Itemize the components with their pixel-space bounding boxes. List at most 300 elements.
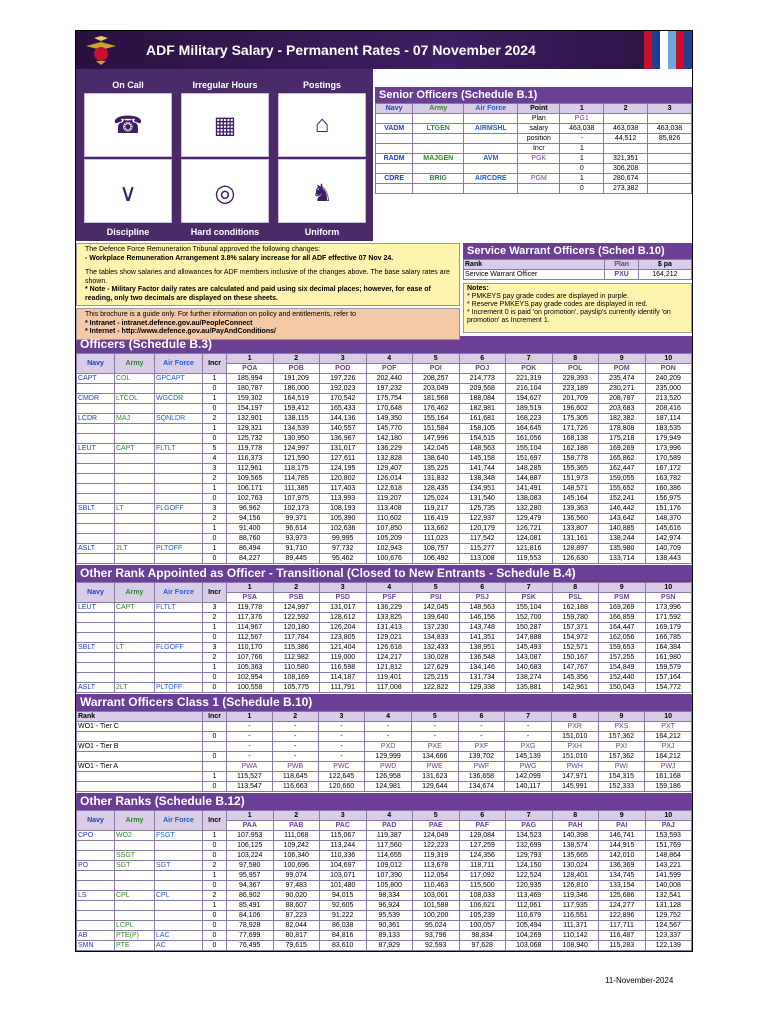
- table-cell: PWI: [598, 762, 645, 772]
- table-cell: 111,371: [552, 921, 599, 931]
- table-cell: 1: [203, 394, 227, 404]
- table-row: [77, 841, 692, 851]
- table-cell: 306,208: [604, 164, 648, 174]
- table-cell: 180,787: [227, 384, 274, 394]
- table-cell: 150,167: [552, 653, 599, 663]
- calendar-icon: ▦: [213, 112, 237, 139]
- adf-crest-icon: [84, 34, 118, 66]
- table-cell: 106,340: [273, 851, 320, 861]
- table-cell: 121,404: [320, 643, 367, 653]
- table-cell: MAJGEN: [413, 154, 464, 164]
- table-cell: 1: [203, 871, 227, 881]
- table-cell: 145,616: [645, 524, 692, 534]
- table-cell: [648, 184, 692, 194]
- table-cell: 273,382: [604, 184, 648, 194]
- table-cell: 109,242: [273, 841, 320, 851]
- table-cell: 140,557: [320, 424, 367, 434]
- table-cell: [115, 633, 155, 643]
- table-cell: 175,218: [599, 434, 646, 444]
- table-cell: 135,881: [506, 683, 553, 693]
- table-cell: 124,277: [599, 901, 646, 911]
- table-cell: 145,356: [552, 673, 599, 683]
- table-cell: ASLT: [77, 683, 115, 693]
- table-cell: [155, 434, 203, 444]
- table-cell: PWE: [411, 762, 458, 772]
- table-cell: 115,500: [459, 881, 506, 891]
- table-cell: 321,351: [604, 154, 648, 164]
- table-cell: [155, 921, 203, 931]
- pay-grade-code: POM: [599, 364, 646, 374]
- table-cell: 122,896: [599, 911, 646, 921]
- table-cell: 76,495: [227, 941, 274, 951]
- table-row: [77, 653, 692, 663]
- table-row: [376, 124, 692, 134]
- column-header: 4: [365, 712, 412, 722]
- table-row: [77, 831, 692, 841]
- table-cell: RADM: [376, 154, 413, 164]
- table-cell: -: [227, 752, 273, 762]
- tile-irregular-hours: Irregular Hours: [192, 80, 258, 90]
- table-cell: 197,232: [366, 384, 413, 394]
- table-cell: 115,527: [227, 772, 273, 782]
- table-row: [77, 514, 692, 524]
- table-cell: COL: [115, 374, 155, 384]
- table-cell: 1: [203, 831, 227, 841]
- column-header: 5: [413, 354, 460, 364]
- table-cell: 93,796: [413, 931, 460, 941]
- table-cell: 0: [203, 534, 227, 544]
- table-cell: [155, 881, 203, 891]
- table-cell: 159,186: [645, 782, 692, 792]
- table-cell: 115,386: [273, 643, 320, 653]
- table-row: [77, 414, 692, 424]
- table-cell: 124,217: [366, 653, 413, 663]
- table-cell: 144,915: [599, 841, 646, 851]
- table-cell: 1: [203, 484, 227, 494]
- table-cell: 105,363: [227, 663, 274, 673]
- table-cell: 141,599: [645, 871, 692, 881]
- table-cell: 0: [203, 941, 227, 951]
- table-cell: 201,709: [552, 394, 599, 404]
- table-cell: [155, 384, 203, 394]
- table-cell: 1: [560, 174, 604, 184]
- table-cell: 140,398: [552, 831, 599, 841]
- table-cell: 196,602: [552, 404, 599, 414]
- pay-grade-code: PON: [645, 364, 692, 374]
- table-cell: 100,676: [366, 554, 413, 564]
- table-cell: CAPT: [115, 603, 155, 613]
- pay-grade-code: POK: [506, 364, 553, 374]
- table-cell: WO1 - Tier C: [77, 722, 203, 732]
- table-row: [77, 811, 692, 821]
- column-header: 7: [505, 712, 552, 722]
- table-cell: 1: [203, 424, 227, 434]
- other-ranks-title: Other Ranks (Schedule B.12): [76, 793, 692, 810]
- table-cell: 151,010: [551, 752, 598, 762]
- table-cell: 143,748: [459, 623, 506, 633]
- table-cell: PWD: [365, 762, 412, 772]
- column-header: 2: [273, 811, 320, 821]
- table-cell: [155, 653, 203, 663]
- table-cell: 152,333: [598, 782, 645, 792]
- table-cell: 128,897: [552, 544, 599, 554]
- table-cell: 136,967: [320, 434, 367, 444]
- table-cell: [77, 901, 115, 911]
- column-header: 4: [366, 583, 413, 593]
- table-cell: LS: [77, 891, 115, 901]
- table-cell: 0: [203, 494, 227, 504]
- table-cell: 1: [203, 663, 227, 673]
- table-cell: 126,014: [366, 474, 413, 484]
- table-cell: [155, 673, 203, 683]
- pay-grade-code: POF: [366, 364, 413, 374]
- table-cell: 117,711: [599, 921, 646, 931]
- table-cell: [203, 742, 227, 752]
- table-cell: 154,772: [645, 683, 692, 693]
- tile-hard-conditions: Hard conditions: [190, 227, 260, 237]
- transitional-table: [76, 582, 692, 693]
- table-cell: AIRMSHL: [464, 124, 518, 134]
- pay-grade-code: PAC: [320, 821, 367, 831]
- table-cell: 105,800: [366, 881, 413, 891]
- footer-date: 11-November-2024: [605, 976, 674, 985]
- boots-icon: ♞: [311, 180, 333, 207]
- table-cell: [155, 623, 203, 633]
- table-cell: 147,971: [551, 772, 598, 782]
- table-cell: [115, 663, 155, 673]
- table-cell: [115, 484, 155, 494]
- table-cell: WGCDR: [155, 394, 203, 404]
- table-cell: 202,440: [366, 374, 413, 384]
- table-cell: 102,636: [320, 524, 367, 534]
- column-header: Army: [115, 354, 155, 374]
- table-cell: LCDR: [77, 414, 115, 424]
- table-cell: 110,142: [552, 931, 599, 941]
- table-cell: 122,645: [318, 772, 365, 782]
- table-cell: 111,023: [413, 534, 460, 544]
- table-cell: [413, 114, 464, 124]
- table-cell: 102,954: [227, 673, 274, 683]
- table-cell: SSGT: [115, 851, 155, 861]
- table-cell: 0: [203, 911, 227, 921]
- table-cell: 155,164: [413, 414, 460, 424]
- table-row: [77, 941, 692, 951]
- table-cell: 44,512: [604, 134, 648, 144]
- column-header: Point: [518, 104, 560, 114]
- table-cell: CAPT: [77, 374, 115, 384]
- table-cell: 127,629: [413, 663, 460, 673]
- table-cell: PXF: [458, 742, 505, 752]
- table-cell: 2: [203, 613, 227, 623]
- table-cell: 126,204: [320, 623, 367, 633]
- table-cell: 153,593: [645, 831, 692, 841]
- table-cell: 129,338: [459, 683, 506, 693]
- table-cell: -: [272, 722, 318, 732]
- table-cell: FSGT: [155, 831, 203, 841]
- table-cell: 0: [560, 184, 604, 194]
- table-cell: [464, 184, 518, 194]
- table-cell: 108,033: [459, 891, 506, 901]
- table-cell: 129,407: [366, 464, 413, 474]
- table-cell: 111,791: [320, 683, 367, 693]
- table-cell: [155, 851, 203, 861]
- table-cell: 146,442: [599, 504, 646, 514]
- table-cell: 126,630: [552, 554, 599, 564]
- table-cell: LTCOL: [115, 394, 155, 404]
- column-header: 5: [413, 811, 460, 821]
- senior-officers: [375, 69, 692, 241]
- table-cell: [77, 434, 115, 444]
- table-cell: 132,280: [506, 504, 553, 514]
- table-cell: LT: [115, 504, 155, 514]
- table-cell: PGM: [518, 174, 560, 184]
- column-header: Air Force: [155, 583, 203, 603]
- table-cell: [77, 404, 115, 414]
- table-cell: 179,949: [645, 434, 692, 444]
- table-row: [77, 871, 692, 881]
- table-cell: 131,161: [552, 534, 599, 544]
- column-header: Army: [413, 104, 464, 114]
- table-cell: 162,188: [552, 444, 599, 454]
- table-cell: 110,602: [366, 514, 413, 524]
- table-cell: AC: [155, 941, 203, 951]
- table-cell: 155,104: [506, 603, 553, 613]
- table-cell: 128,435: [413, 484, 460, 494]
- table-cell: 99,371: [273, 514, 320, 524]
- table-cell: 110,463: [413, 881, 460, 891]
- table-cell: [77, 752, 203, 762]
- table-cell: 89,133: [366, 931, 413, 941]
- table-cell: [518, 164, 560, 174]
- table-cell: [77, 424, 115, 434]
- table-cell: 85,491: [227, 901, 274, 911]
- table-cell: 100,057: [459, 921, 506, 931]
- table-cell: 136,560: [552, 514, 599, 524]
- table-cell: 280,674: [604, 174, 648, 184]
- pay-grade-code: PAD: [366, 821, 413, 831]
- table-cell: 107,390: [366, 871, 413, 881]
- table-cell: 97,483: [273, 881, 320, 891]
- table-cell: 117,784: [273, 633, 320, 643]
- table-cell: 169,269: [599, 444, 646, 454]
- table-cell: [77, 732, 203, 742]
- table-cell: -: [227, 742, 273, 752]
- table-cell: PWC: [318, 762, 365, 772]
- table-cell: [77, 851, 115, 861]
- table-cell: 137,230: [413, 623, 460, 633]
- table-cell: [413, 164, 464, 174]
- table-cell: 1: [203, 772, 227, 782]
- table-cell: -: [272, 752, 318, 762]
- table-cell: [648, 164, 692, 174]
- table-cell: 151,176: [645, 504, 692, 514]
- table-cell: 105,775: [273, 683, 320, 693]
- table-cell: 159,653: [599, 643, 646, 653]
- table-cell: 145,493: [506, 643, 553, 653]
- table-cell: LTGEN: [413, 124, 464, 134]
- table-cell: [518, 184, 560, 194]
- table-cell: 98,834: [459, 931, 506, 941]
- table-cell: 142,045: [413, 603, 460, 613]
- pay-grade-code: POD: [320, 364, 367, 374]
- table-cell: FLTLT: [155, 603, 203, 613]
- column-header: 1: [227, 811, 274, 821]
- table-cell: 213,520: [645, 394, 692, 404]
- table-cell: 131,540: [459, 494, 506, 504]
- table-cell: 95,462: [320, 554, 367, 564]
- tile-uniform: Uniform: [304, 227, 340, 237]
- table-row: [77, 722, 692, 732]
- column-header: 6: [458, 712, 505, 722]
- table-cell: SQNLDR: [155, 414, 203, 424]
- table-cell: PXS: [598, 722, 645, 732]
- table-row: [77, 394, 692, 404]
- table-cell: [77, 494, 115, 504]
- table-cell: 103,071: [320, 871, 367, 881]
- table-cell: 133,825: [366, 613, 413, 623]
- table-cell: [115, 384, 155, 394]
- table-cell: 115,067: [320, 831, 367, 841]
- table-cell: [376, 184, 413, 194]
- other-ranks-table: [76, 810, 692, 951]
- table-cell: 189,519: [506, 404, 553, 414]
- table-cell: 140,683: [506, 663, 553, 673]
- table-row: [77, 901, 692, 911]
- table-cell: 132,901: [227, 414, 274, 424]
- column-header: 10: [645, 354, 692, 364]
- table-cell: AB: [77, 931, 115, 941]
- table-cell: 124,049: [413, 831, 460, 841]
- table-cell: 175,305: [552, 414, 599, 424]
- table-cell: 120,180: [273, 623, 320, 633]
- table-row: [376, 154, 692, 164]
- table-cell: 2: [203, 414, 227, 424]
- table-cell: [77, 782, 203, 792]
- table-cell: 124,356: [459, 851, 506, 861]
- table-cell: 2: [203, 514, 227, 524]
- table-cell: 163,782: [645, 474, 692, 484]
- table-cell: 120,935: [506, 881, 553, 891]
- table-row: [77, 554, 692, 564]
- table-cell: 140,117: [505, 782, 552, 792]
- table-cell: [115, 653, 155, 663]
- table-cell: -: [227, 732, 273, 742]
- table-cell: 148,285: [506, 464, 553, 474]
- table-cell: PXJ: [645, 742, 692, 752]
- table-cell: 109,565: [227, 474, 274, 484]
- tile-on-call: On Call: [112, 80, 144, 90]
- table-cell: 119,387: [366, 831, 413, 841]
- table-cell: 159,302: [227, 394, 274, 404]
- table-cell: 154,315: [598, 772, 645, 782]
- table-cell: 130,028: [413, 653, 460, 663]
- table-cell: GPCAPT: [155, 374, 203, 384]
- table-cell: 230,271: [599, 384, 646, 394]
- table-cell: 131,413: [366, 623, 413, 633]
- column-header: 1: [227, 583, 274, 593]
- table-cell: 0: [560, 164, 604, 174]
- table-cell: -: [318, 752, 365, 762]
- table-cell: 112,961: [227, 464, 274, 474]
- table-cell: 162,188: [552, 603, 599, 613]
- table-cell: [376, 144, 413, 154]
- table-cell: 101,588: [413, 901, 460, 911]
- notes-box: Notes: * PMKEYS pay grade codes are displayed in purple. * Reserve PMKEYS pay grade codes are displayed in red. * Increment 0 is paid 'on promotion', payslip's currently identify 'on promotion' as Increment 1.: [463, 283, 692, 333]
- table-cell: 102,763: [227, 494, 274, 504]
- column-header: Air Force: [464, 104, 518, 114]
- table-cell: 463,038: [560, 124, 604, 134]
- table-cell: 118,645: [272, 772, 318, 782]
- table-cell: 1: [203, 544, 227, 554]
- table-cell: 133,714: [599, 554, 646, 564]
- table-cell: [203, 722, 227, 732]
- table-cell: [77, 384, 115, 394]
- swo-table: Rank Plan $ pa Service Warrant Officer PXU 164,212: [463, 259, 692, 280]
- table-cell: 221,319: [506, 374, 553, 384]
- table-cell: 128,612: [320, 613, 367, 623]
- table-cell: 84,106: [227, 911, 274, 921]
- table-cell: 152,440: [599, 673, 646, 683]
- table-row: [77, 504, 692, 514]
- table-cell: 80,817: [273, 931, 320, 941]
- table-cell: 135,665: [552, 851, 599, 861]
- table-cell: 173,996: [645, 444, 692, 454]
- table-cell: 154,197: [227, 404, 274, 414]
- table-cell: 208,416: [645, 404, 692, 414]
- table-cell: 119,000: [320, 653, 367, 663]
- table-cell: 126,958: [365, 772, 412, 782]
- table-row: [376, 174, 692, 184]
- table-cell: 5: [203, 444, 227, 454]
- column-header: 9: [599, 583, 646, 593]
- table-cell: 120,660: [318, 782, 365, 792]
- table-cell: 125,686: [599, 891, 646, 901]
- table-cell: -: [365, 722, 412, 732]
- table-cell: 125,735: [459, 504, 506, 514]
- table-cell: PXE: [411, 742, 458, 752]
- wo1-title: Warrant Officers Class 1 (Schedule B.10): [76, 694, 692, 711]
- table-cell: PTE: [115, 941, 155, 951]
- table-cell: 191,209: [273, 374, 320, 384]
- table-cell: 161,168: [645, 772, 692, 782]
- pay-grade-code: PAE: [413, 821, 460, 831]
- table-cell: 187,114: [645, 414, 692, 424]
- table-cell: 113,008: [459, 554, 506, 564]
- table-row: [376, 144, 692, 154]
- table-cell: 136,658: [458, 772, 505, 782]
- table-cell: [115, 841, 155, 851]
- table-cell: [77, 554, 115, 564]
- pay-grade-code: PAA: [227, 821, 274, 831]
- table-cell: -: [365, 732, 412, 742]
- table-cell: -: [227, 722, 273, 732]
- table-cell: 154,849: [599, 663, 646, 673]
- table-cell: 90,361: [366, 921, 413, 931]
- table-cell: 129,084: [459, 831, 506, 841]
- table-cell: [77, 633, 115, 643]
- table-cell: Incr: [518, 144, 560, 154]
- table-cell: 91,710: [273, 544, 320, 554]
- table-cell: 209,568: [459, 384, 506, 394]
- internet-link[interactable]: * Internet - http://www.defence.gov.au/PayAndConditions/: [85, 328, 276, 335]
- table-cell: 103,224: [227, 851, 274, 861]
- table-cell: 105,390: [320, 514, 367, 524]
- table-cell: 134,833: [413, 633, 460, 643]
- table-cell: [115, 474, 155, 484]
- intranet-link[interactable]: * Intranet - intranet.defence.gov.au/PeopleConnect: [85, 319, 253, 327]
- table-cell: 131,734: [459, 673, 506, 683]
- table-cell: 168,138: [552, 434, 599, 444]
